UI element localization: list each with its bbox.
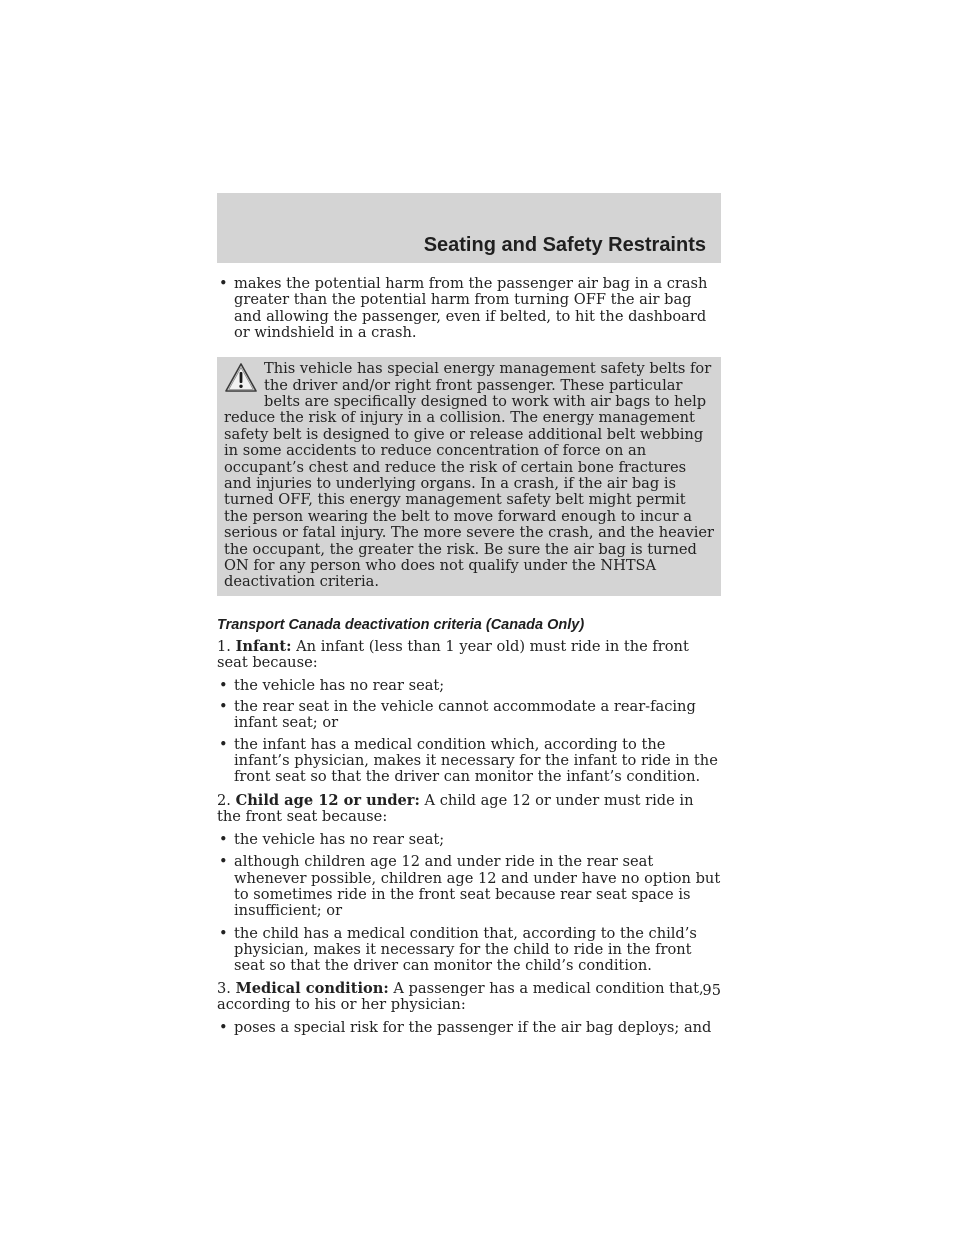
- page-number: 95: [702, 982, 721, 999]
- item-text: A passenger has a medical condition that, according to his or her physician:: [217, 979, 704, 1013]
- criteria-item-infant: [217, 639, 721, 672]
- criteria-item-child: [217, 793, 721, 826]
- list-item: • although children age 12 and under ride in the rear seat whenever possible, children age 12 and under have no option but to sometimes ride in the front seat because rear seat space is insufficient; or: [217, 854, 721, 919]
- list-item: • the vehicle has no rear seat;: [217, 678, 721, 694]
- item-text: A child age 12 or under must ride in the front seat because:: [217, 791, 694, 825]
- warning-box: [217, 357, 721, 596]
- list-item: • the rear seat in the vehicle cannot accommodate a rear-facing infant seat; or: [217, 699, 721, 732]
- item-number: 1.: [217, 638, 231, 656]
- list-item: • the infant has a medical condition which, according to the infant’s physician, makes it necessary for the infant to ride in the front seat so that the driver can monitor the infant’s condition.: [217, 737, 721, 786]
- item-number: 3.: [217, 979, 231, 997]
- intro-bullet: • makes the potential harm from the passenger air bag in a crash greater than the potential harm from turning OFF the air bag and allowing the passenger, even if belted, to hit the dashboard or windshield in a crash.: [217, 276, 721, 341]
- item-text: An infant (less than 1 year old) must ride in the front seat because:: [217, 638, 689, 672]
- list-item: • the child has a medical condition that, according to the child’s physician, makes it necessary for the child to ride in the front seat so that the driver can monitor the child’s condition.: [217, 926, 721, 975]
- page-header: [217, 193, 721, 263]
- warning-triangle-icon: [224, 362, 258, 394]
- list-item: • the vehicle has no rear seat;: [217, 832, 721, 848]
- item-label: Child age 12 or under:: [235, 791, 420, 809]
- item-number: 2.: [217, 791, 231, 809]
- list-item: • poses a special risk for the passenger if the air bag deploys; and: [217, 1020, 721, 1036]
- page-content: [217, 276, 721, 1036]
- warning-text: This vehicle has special energy management safety belts for the driver and/or right front passenger. These particular belts are specifically designed to work with air bags to help reduce the risk of injury in a collision. The energy management safety belt is designed to give or release additional belt webbing in some accidents to reduce concentration of force on an occupant’s chest and reduce the risk of certain bone fractures and injuries to underlying organs. In a crash, if the air bag is turned OFF, this energy management safety belt might permit the person wearing the belt to move forward enough to incur a serious or fatal injury. The more severe the crash, and the heavier the occupant, the greater the risk. Be sure the air bag is turned ON for any person who does not qualify under the NHTSA deactivation criteria.: [224, 360, 714, 591]
- criteria-item-medical: [217, 981, 721, 1014]
- item-label: Medical condition:: [235, 979, 389, 997]
- page-title: Seating and Safety Restraints: [423, 234, 706, 256]
- item-label: Infant:: [235, 638, 292, 656]
- section-title: Transport Canada deactivation criteria (Canada Only): [217, 616, 585, 633]
